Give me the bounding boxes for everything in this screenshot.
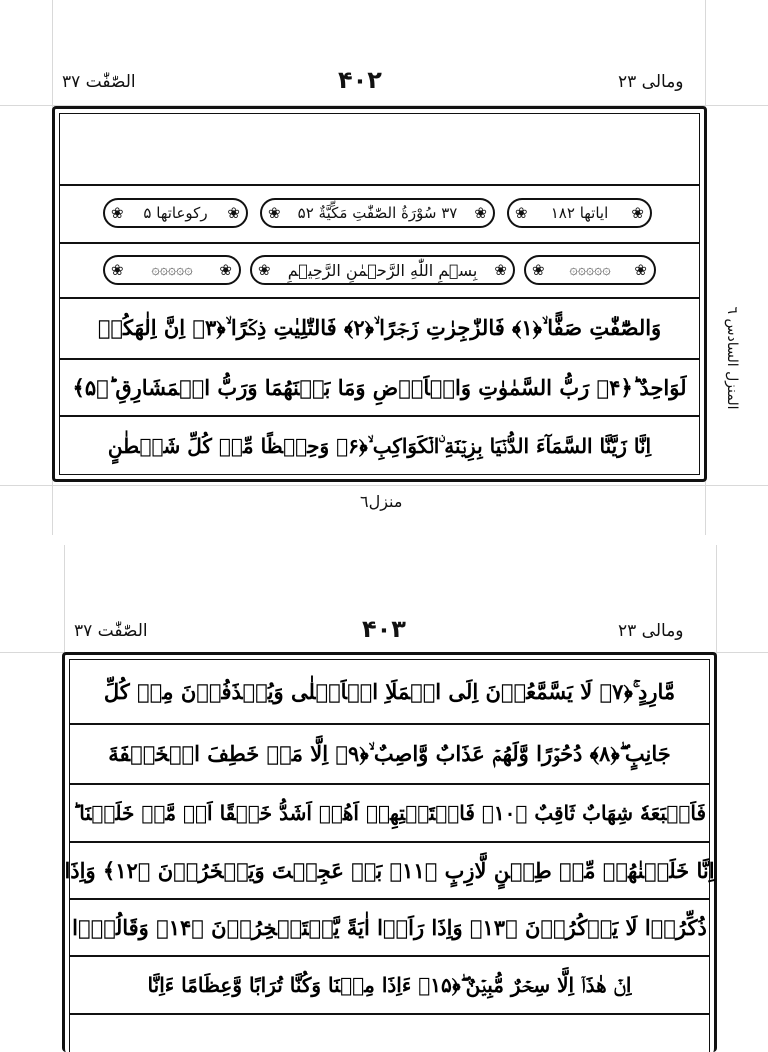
p2-verse-line-3: فَاَتۡبَعَهٗ شِهَابٌ ثَاقِبٌ ﴿۱۰﴾ فَاسۡتَفۡتِهِمۡ اَهُمۡ اَشَدُّ خَلۡقًا اَمۡ مَّنۡ خَلَقۡنَا ؕ bbox=[72, 800, 707, 825]
p2-rule-6 bbox=[69, 1013, 710, 1015]
ayat-count: ❀ ایاتها ۱۸۲ bbox=[550, 204, 609, 222]
p2-rule-1 bbox=[69, 723, 710, 725]
p2-verse-line-1: مَّارِدٍ ۚ﴿۷﴾ لَا يَسَّمَّعُوۡنَ اِلَى الۡمَلَاِ الۡاَعۡلٰى وَيُقۡذَفُوۡنَ مِنۡ كُلِّ bbox=[103, 679, 676, 704]
p2-rule-5 bbox=[69, 955, 710, 957]
verse-line-2: لَوَاحِدٌ ؕ﴿۴﴾ رَبُّ السَّمٰوٰتِ وَالۡاَرۡضِ وَمَا بَيۡنَهُمَا وَرَبُّ الۡمَشَارِقِ ؕ﴿۵﴾ bbox=[72, 374, 687, 400]
bismillah-bottom-rule bbox=[59, 297, 700, 299]
surah-header: الصّٰفّٰت ۳۷ bbox=[62, 72, 136, 92]
p2-verse-line-5: ذُكِّرُوۡا لَا يَذۡكُرُوۡنَ ﴿۱۳﴾ وَاِذَا رَاَوۡا اٰيَةً يَّسۡتَسۡخِرُوۡنَ ﴿۱۴﴾ وَقَالُوۡۤا bbox=[72, 914, 707, 940]
surah-header-2: الصّٰفّٰت ۳۷ bbox=[74, 621, 148, 641]
p2-rule-4 bbox=[69, 898, 710, 900]
ruku-count-cartouche bbox=[103, 198, 248, 228]
banner-bottom-rule bbox=[59, 242, 700, 244]
line-rule-1 bbox=[59, 358, 700, 360]
p2-verse-line-6: اِنۡ هٰذَاۤ اِلَّا سِحۡرٌ مُّبِيۡنٌ ۖ﴿۱۵﴾ ءَاِذَا مِتۡنَا وَكُنَّا تُرَابًا وَّعِظَامًا ءَاِنَّا bbox=[147, 972, 632, 997]
juz-header: ومالی ۲۳ bbox=[618, 72, 684, 92]
p2-rule-3 bbox=[69, 841, 710, 843]
page-guide-bottom bbox=[0, 485, 768, 486]
line-rule-2 bbox=[59, 415, 700, 417]
ornament-pattern-right: ❀ ۞۞۞۞۞ bbox=[569, 262, 611, 278]
banner-top-rule bbox=[59, 184, 700, 186]
ornament-left bbox=[103, 255, 241, 285]
ornament-right bbox=[524, 255, 656, 285]
surah-title: ❀ ۳۷ سُوْرَةُ الصّٰفّٰتِ مَكِّيَّةٌ ۵۲ bbox=[297, 204, 458, 222]
ruku-count: ❀ رکوعاتها ۵ bbox=[143, 204, 208, 222]
p2-verse-line-2: جَانِبٍ ۖ﴿۸﴾ دُحُوۡرًا وَّلَهُمۡ عَذَابٌ وَّاصِبٌ ۙ﴿۹﴾ اِلَّا مَنۡ خَطِفَ الۡخَطۡفَةَ bbox=[108, 740, 671, 766]
ayat-count-cartouche bbox=[507, 198, 652, 228]
verse-line-1: وَالصّٰٓفّٰتِ صَفًّا ۙ﴿۱﴾ فَالزّٰجِرٰتِ زَجۡرًا ۙ﴿۲﴾ فَالتّٰلِيٰتِ ذِكۡرًا ۙ﴿۳﴾ اِنَّ اِلٰهَكُمۡ bbox=[97, 315, 662, 340]
verse-line-3: اِنَّا زَيَّنَّا السَّمَآءَ الدُّنۡيَا بِزِيۡنَةِ ۨالۡكَوَاكِبِ ۙ﴿۶﴾ وَحِفۡظًا مِّنۡ كُلِّ شَيۡطٰنٍ bbox=[107, 434, 652, 458]
juz-header-2: ومالی ۲۳ bbox=[618, 621, 684, 641]
p2-rule-2 bbox=[69, 783, 710, 785]
page-number: ۴۰۲ bbox=[338, 66, 382, 94]
manzil-footer: منزل٦ bbox=[360, 492, 403, 511]
p2-verse-line-4: اِنَّا خَلَقۡنٰهُمۡ مِّنۡ طِيۡنٍ لَّازِبٍ ﴿۱۱﴾ بَلۡ عَجِبۡتَ وَيَسۡخَرُوۡنَ ﴿۱۲﴾ وَاِذَا bbox=[64, 857, 715, 883]
bismillah-text: ❀ بِسۡمِ اللّٰهِ الرَّحۡمٰنِ الرَّحِيۡمِ bbox=[287, 260, 478, 280]
surah-title-cartouche bbox=[260, 198, 495, 228]
manzil-side-label: المنزل السادس ٦ bbox=[724, 306, 740, 410]
ornament-pattern-left: ❀ ۞۞۞۞۞ bbox=[151, 262, 193, 278]
page-frame bbox=[52, 106, 707, 482]
page-number-2: ۴۰۳ bbox=[362, 615, 406, 643]
bismillah-cartouche bbox=[250, 255, 515, 285]
page-frame-2 bbox=[62, 652, 717, 1052]
